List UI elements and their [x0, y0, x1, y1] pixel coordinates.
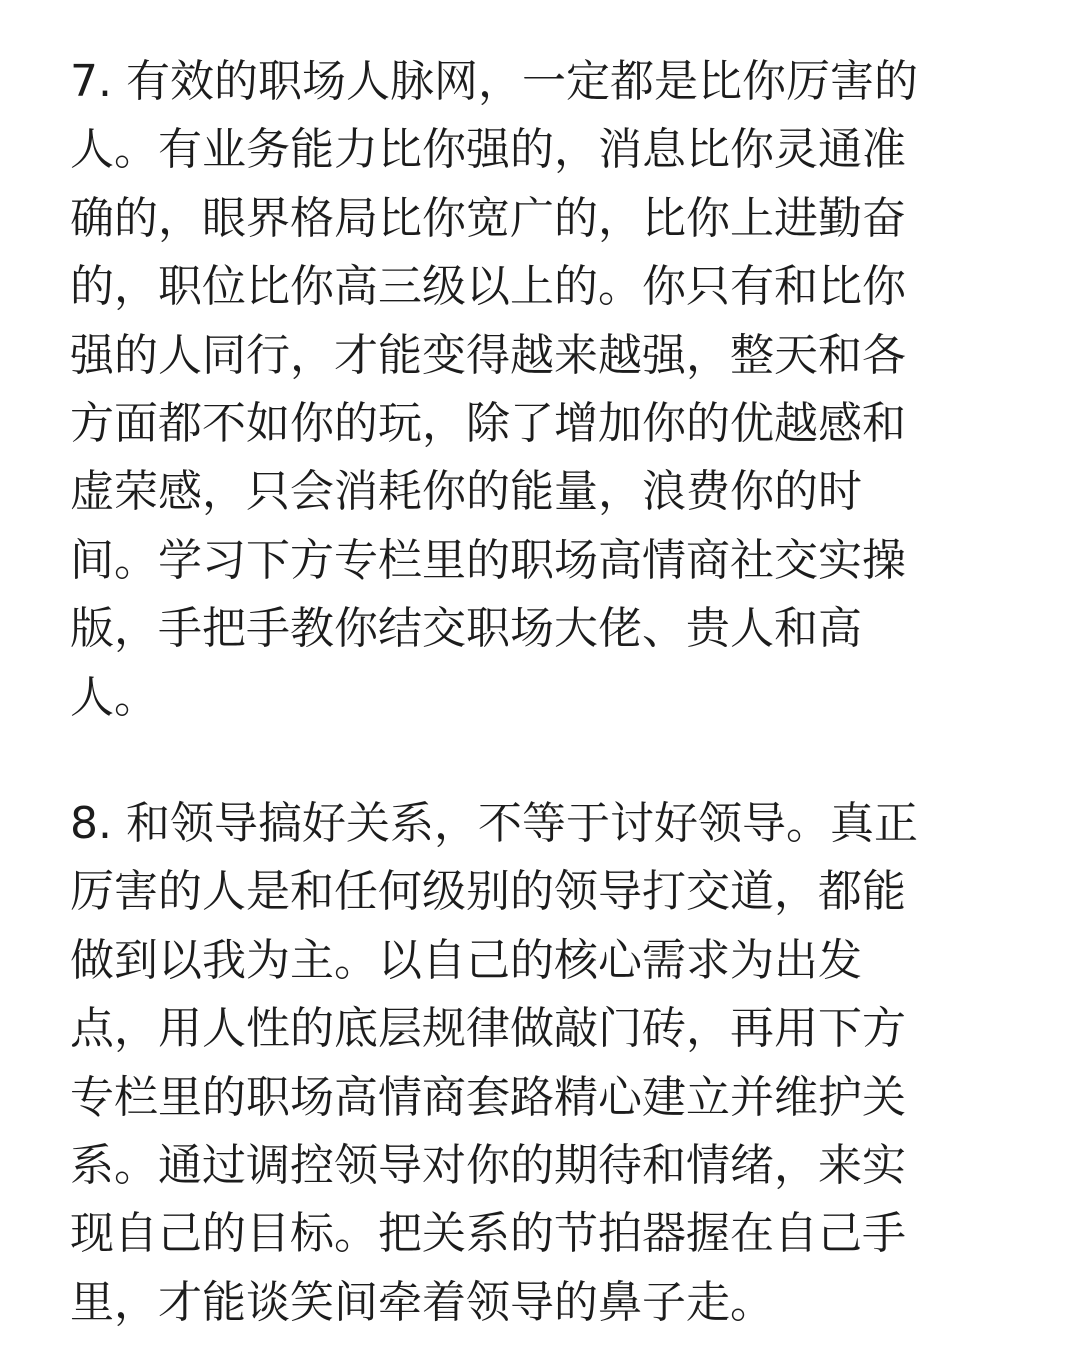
text-line: 系。通过调控领导对你的期待和情绪，来实 — [70, 1139, 906, 1191]
paragraph-8 — [70, 790, 985, 1337]
text-line: 里，才能谈笑间牵着领导的鼻子走。 — [70, 1276, 774, 1328]
text-line: 强的人同行，才能变得越来越强，整天和各 — [70, 329, 906, 381]
text-line: 厉害的人是和任何级别的领导打交道，都能 — [70, 866, 906, 918]
text-line: 间。学习下方专栏里的职场高情商社交实操 — [70, 534, 906, 586]
text-line: 7. 有效的职场人脉网，一定都是比你厉害的 — [70, 56, 918, 107]
text-line: 版，手把手教你结交职场大佬、贵人和高 — [70, 603, 862, 655]
text-line: 8. 和领导搞好关系，不等于讨好领导。真正 — [70, 798, 918, 849]
text-line: 确的，眼界格局比你宽广的，比你上进勤奋 — [70, 192, 906, 244]
text-line: 人。 — [70, 671, 158, 723]
text-line: 现自己的目标。把关系的节拍器握在自己手 — [70, 1208, 906, 1260]
text-line: 专栏里的职场高情商套路精心建立并维护关 — [70, 1071, 906, 1123]
paragraph-7 — [70, 48, 985, 732]
text-line: 做到以我为主。以自己的核心需求为出发 — [70, 934, 862, 986]
text-line: 人。有业务能力比你强的，消息比你灵通准 — [70, 124, 906, 176]
text-line: 点，用人性的底层规律做敲门砖，再用下方 — [70, 1003, 906, 1055]
text-line: 虚荣感，只会消耗你的能量，浪费你的时 — [70, 466, 862, 518]
text-line: 的，职位比你高三级以上的。你只有和比你 — [70, 261, 906, 313]
text-line: 方面都不如你的玩，除了增加你的优越感和 — [70, 397, 906, 449]
